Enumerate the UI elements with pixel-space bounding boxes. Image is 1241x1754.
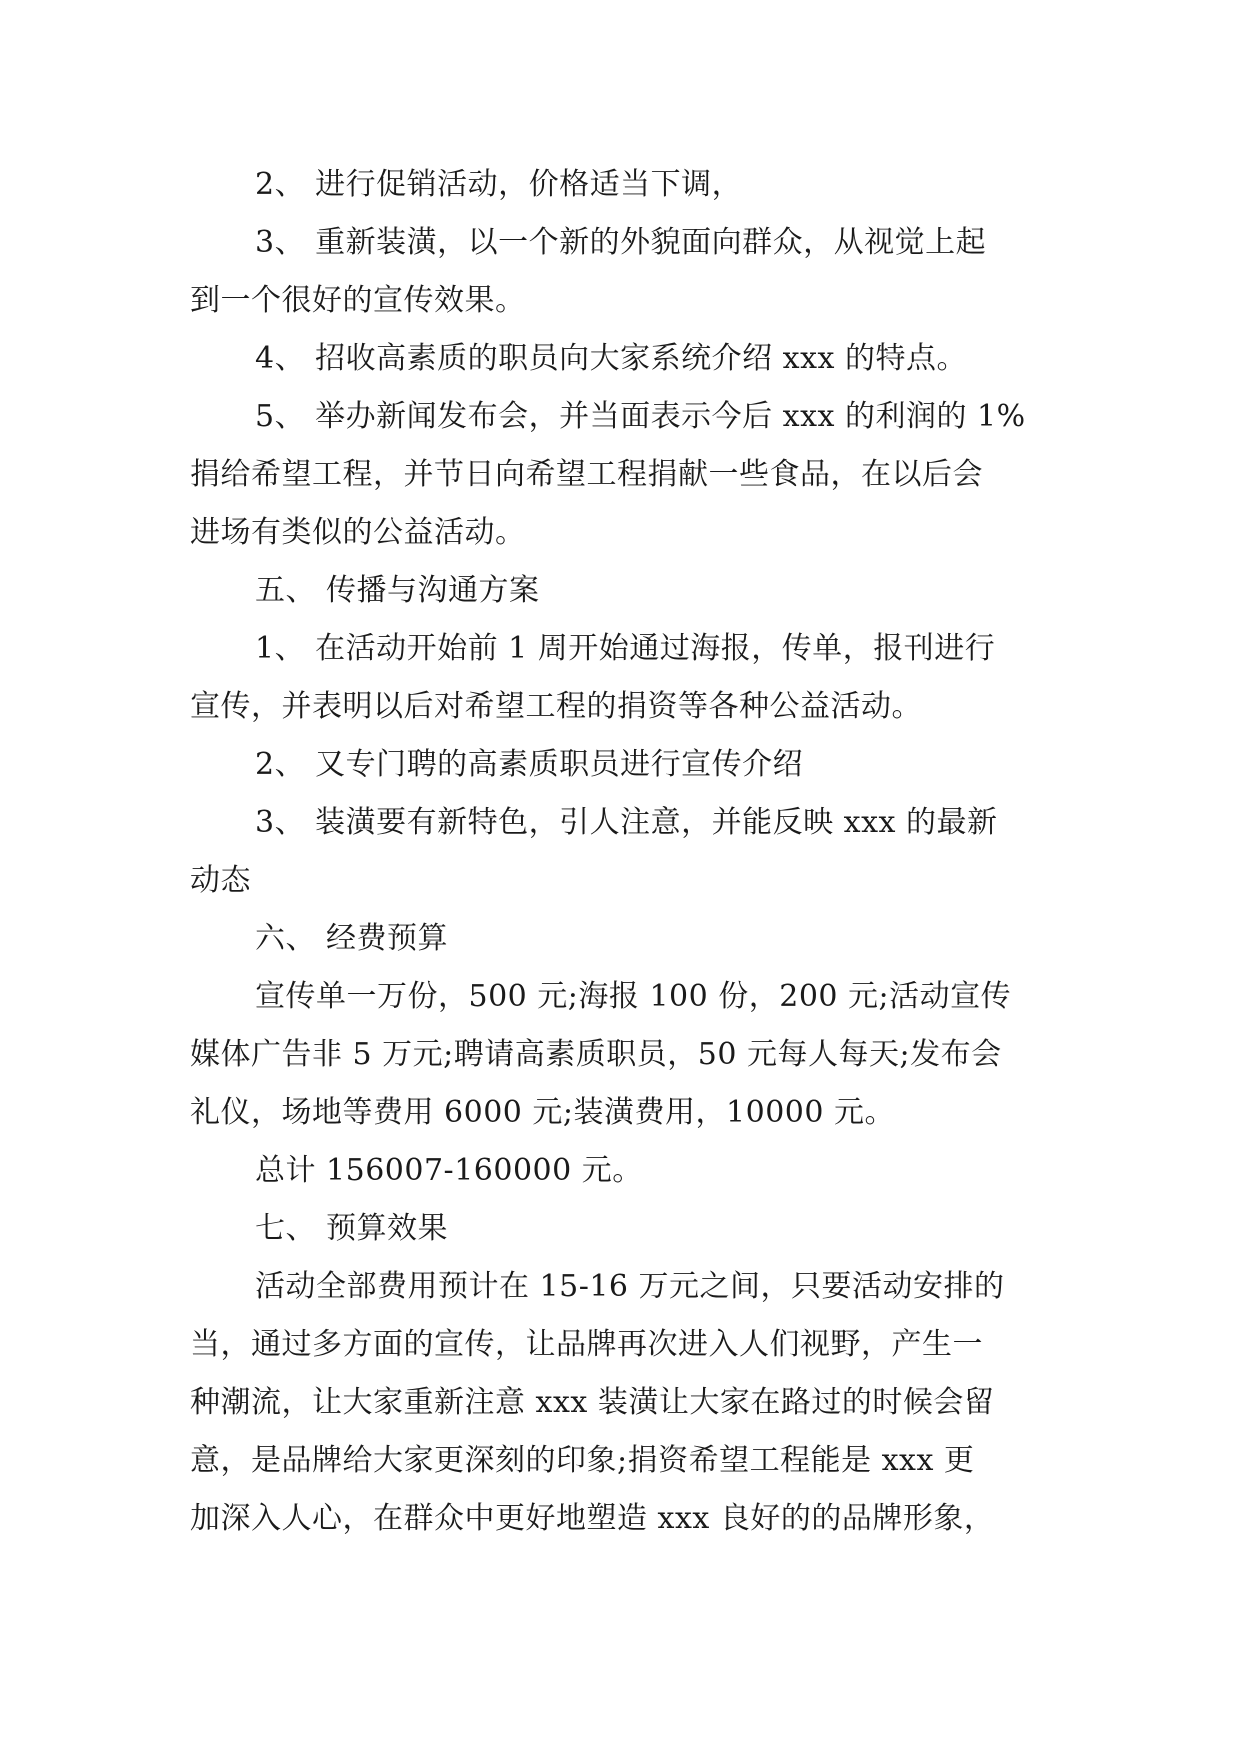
text-line: 宣传，并表明以后对希望工程的捐资等各种公益活动。 bbox=[190, 689, 922, 724]
text-line: 宣传单一万份，500 元;海报 100 份，200 元;活动宣传 bbox=[255, 979, 1012, 1014]
section-heading: 七、 预算效果 bbox=[255, 1211, 449, 1246]
text-line: 捐给希望工程，并节日向希望工程捐献一些食品，在以后会 bbox=[190, 457, 983, 492]
text-line: 总计 156007-160000 元。 bbox=[255, 1153, 643, 1188]
text-line: 4、 招收高素质的职员向大家系统介绍 xxx 的特点。 bbox=[255, 341, 967, 376]
text-line: 媒体广告非 5 万元;聘请高素质职员，50 元每人每天;发布会 bbox=[190, 1037, 1002, 1072]
text-line: 到一个很好的宣传效果。 bbox=[190, 283, 526, 318]
text-line: 1、 在活动开始前 1 周开始通过海报，传单，报刊进行 bbox=[255, 631, 996, 666]
text-line: 当，通过多方面的宣传，让品牌再次进入人们视野，产生一 bbox=[190, 1327, 983, 1362]
text-line: 5、 举办新闻发布会，并当面表示今后 xxx 的利润的 1% bbox=[255, 399, 1026, 434]
text-line: 种潮流，让大家重新注意 xxx 装潢让大家在路过的时候会留 bbox=[190, 1385, 995, 1420]
text-line: 动态 bbox=[190, 863, 251, 898]
text-line: 礼仪，场地等费用 6000 元;装潢费用，10000 元。 bbox=[190, 1095, 895, 1130]
text-line: 意，是品牌给大家更深刻的印象;捐资希望工程能是 xxx 更 bbox=[190, 1443, 975, 1478]
text-line: 加深入人心，在群众中更好地塑造 xxx 良好的的品牌形象， bbox=[190, 1501, 995, 1536]
text-line: 3、 重新装潢，以一个新的外貌面向群众，从视觉上起 bbox=[255, 225, 987, 260]
text-line: 2、 又专门聘的高素质职员进行宣传介绍 bbox=[255, 747, 804, 782]
text-line: 3、 装潢要有新特色，引人注意，并能反映 xxx 的最新 bbox=[255, 805, 998, 840]
text-line: 进场有类似的公益活动。 bbox=[190, 515, 526, 550]
section-heading: 五、 传播与沟通方案 bbox=[255, 573, 540, 608]
section-heading: 六、 经费预算 bbox=[255, 921, 449, 956]
text-line: 活动全部费用预计在 15-16 万元之间，只要活动安排的 bbox=[255, 1269, 1005, 1304]
text-line: 2、 进行促销活动，价格适当下调， bbox=[255, 167, 743, 202]
